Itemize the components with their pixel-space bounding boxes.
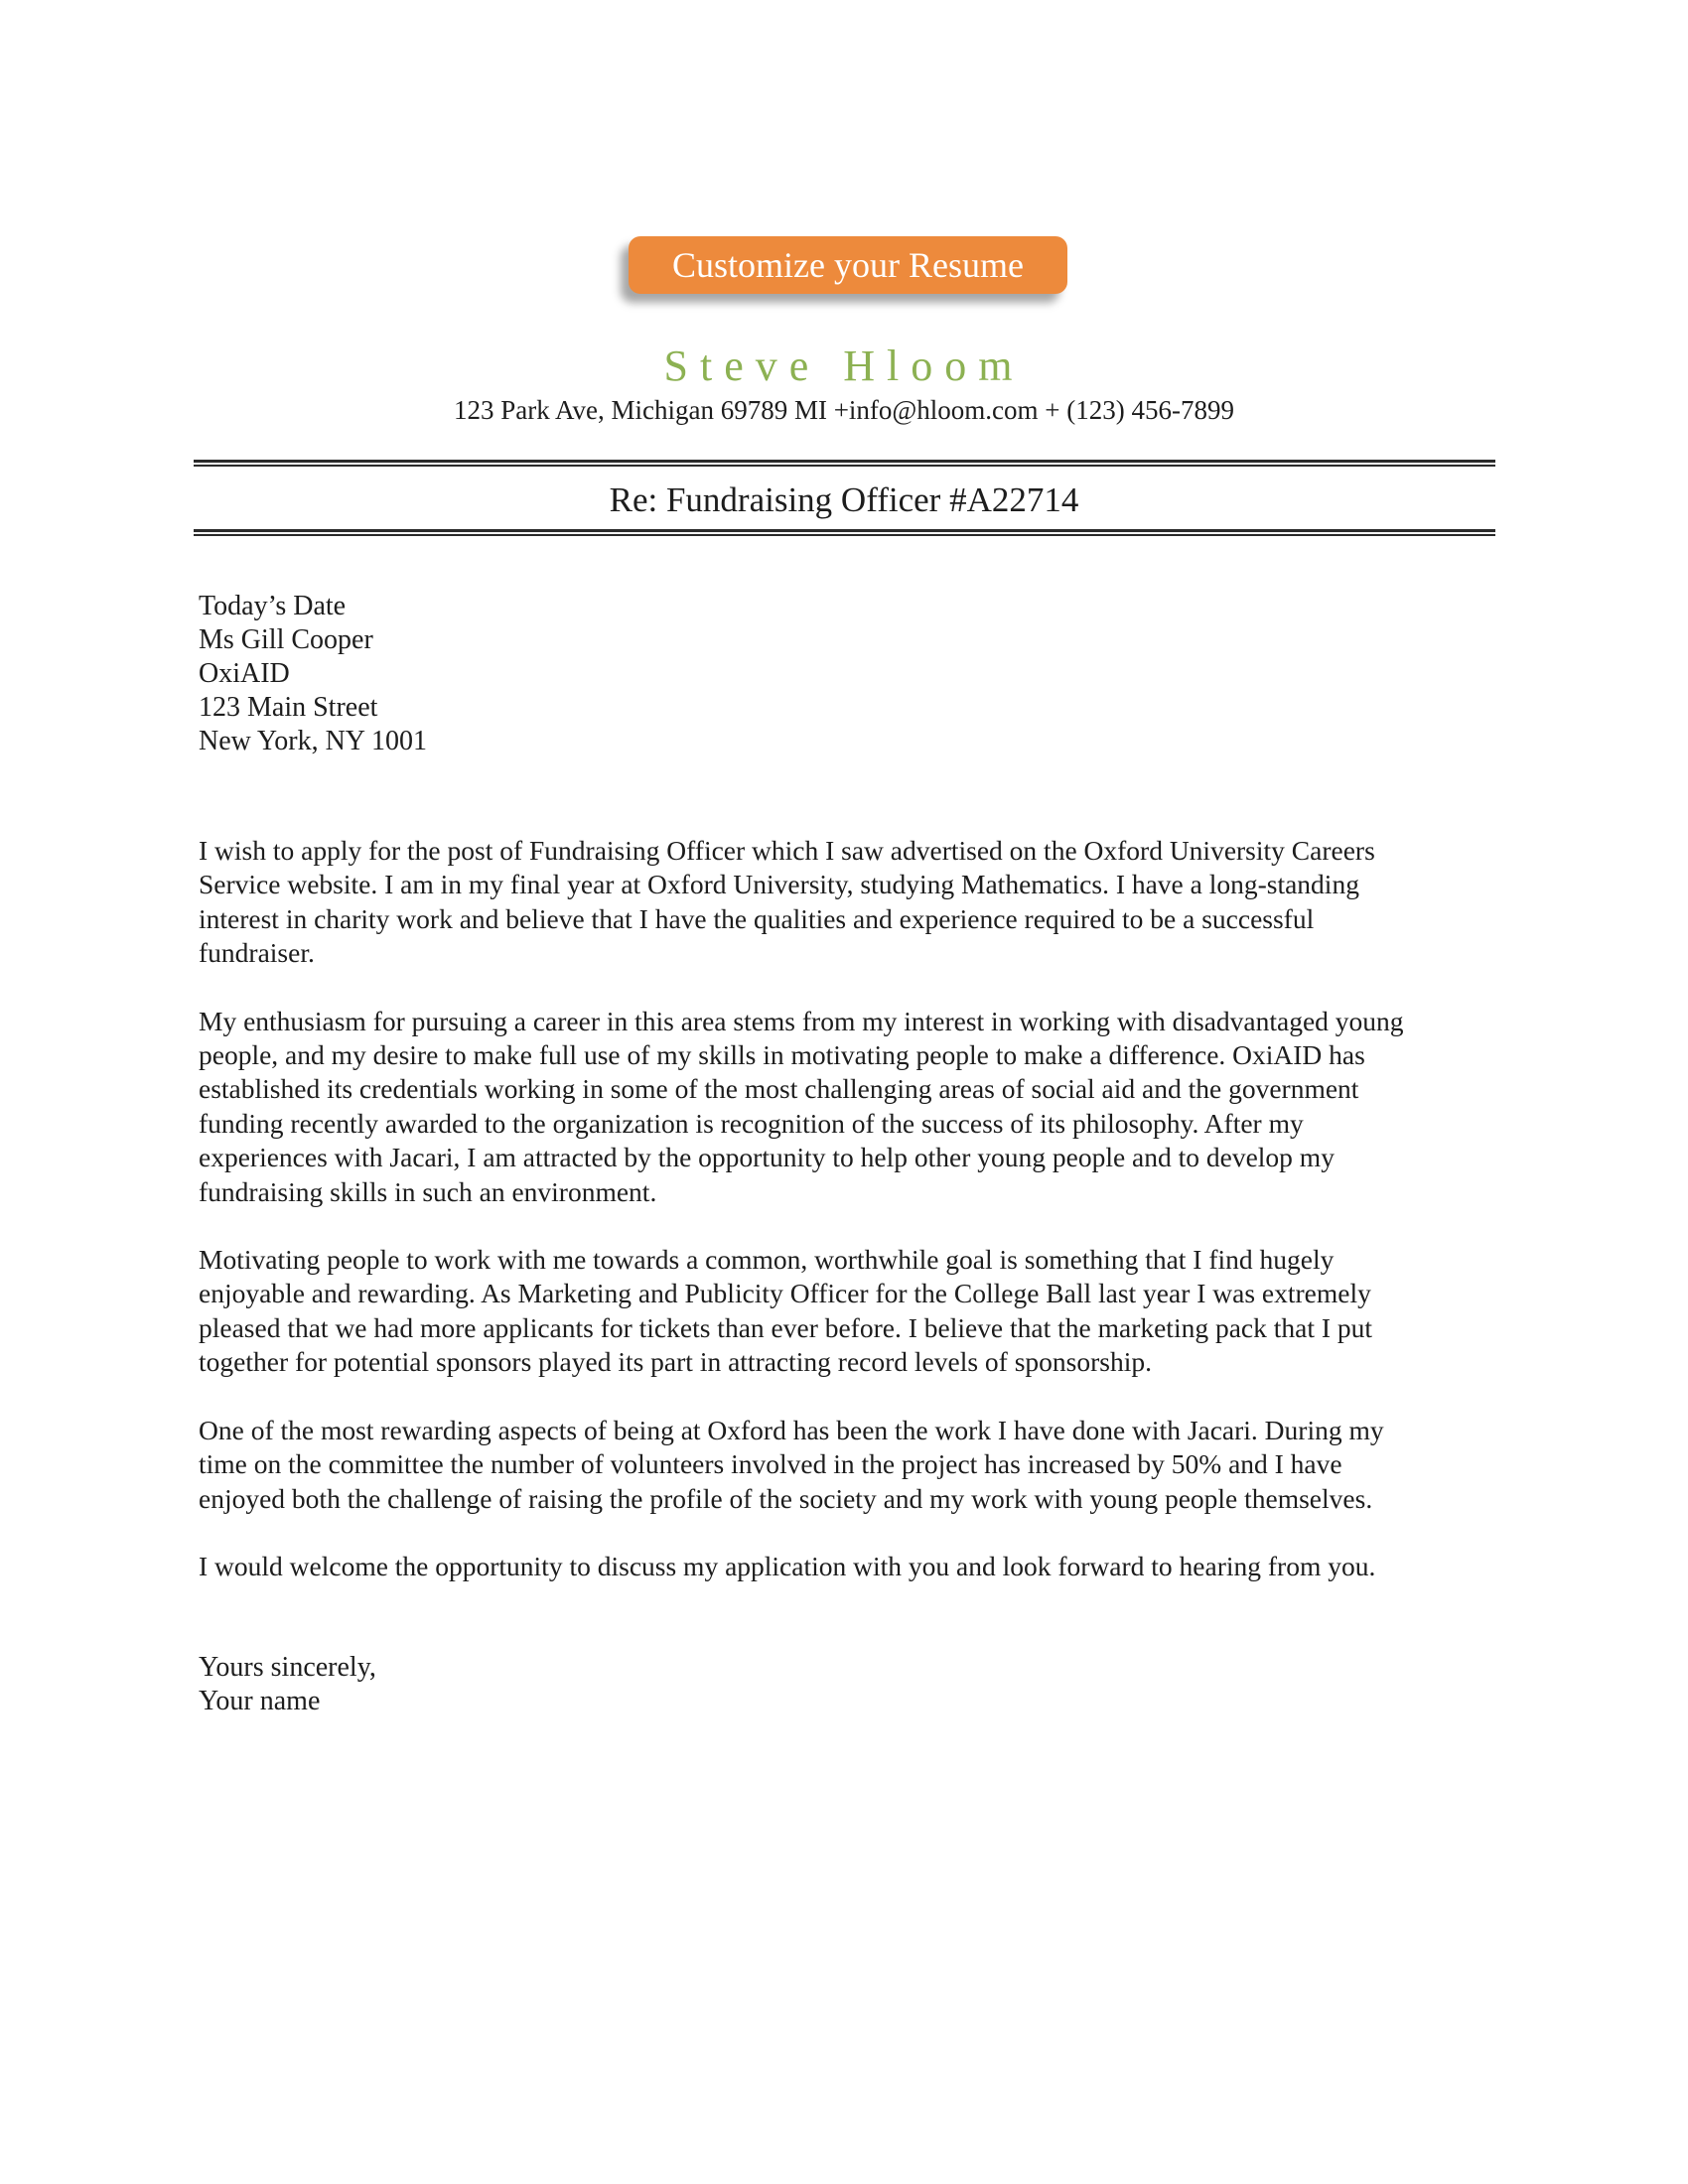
text-line: Service website. I am in my final year at Oxford University, studying Mathematics. I have a long-standing	[199, 869, 1359, 900]
text-line: pleased that we had more applicants for tickets than ever before. I believe that the marketing pack that I put	[199, 1311, 1373, 1343]
subject-divider-bottom	[194, 529, 1495, 536]
author-name: Steve Hloom	[663, 341, 1025, 390]
text-line: enjoyed both the challenge of raising the profile of the society and my work with young people themselves.	[199, 1482, 1373, 1514]
text-line: established its credentials working in some of the most challenging areas of social aid and the government	[199, 1073, 1359, 1105]
text-line: together for potential sponsors played its part in attracting record levels of sponsorship.	[199, 1346, 1152, 1378]
text-line: fundraiser.	[199, 937, 315, 969]
text-line: time on the committee the number of volunteers involved in the project has increased by 50% and I have	[199, 1448, 1342, 1480]
body-paragraph-2	[199, 1005, 1539, 1209]
signature-name: Your name	[199, 1686, 321, 1717]
text-line: One of the most rewarding aspects of being at Oxford has been the work I have done with Jacari. During my	[199, 1414, 1384, 1445]
text-line: experiences with Jacari, I am attracted by the opportunity to help other young people and to develop my	[199, 1142, 1335, 1173]
text-line: fundraising skills in such an environment.	[199, 1175, 657, 1207]
body-paragraph-3	[199, 1243, 1539, 1380]
date-line: Today’s Date	[199, 591, 347, 621]
recipient-block	[199, 590, 427, 758]
text-line: funding recently awarded to the organization is recognition of the success of its philosophy. After my	[199, 1107, 1304, 1139]
contact-line: 123 Park Ave, Michigan 69789 MI +info@hloom.com + (123) 456-7899	[454, 395, 1234, 425]
subject-line: Re: Fundraising Officer #A22714	[609, 480, 1079, 519]
text-line: I would welcome the opportunity to discuss my application with you and look forward to hearing from you.	[199, 1550, 1376, 1581]
recipient-city: New York, NY 1001	[199, 726, 427, 756]
subject-divider-top	[194, 460, 1495, 467]
body-paragraph-1	[199, 834, 1539, 971]
text-line: interest in charity work and believe that I have the qualities and experience required to be a successful	[199, 902, 1315, 934]
body-paragraph-5	[199, 1550, 1539, 1583]
recipient-name: Ms Gill Cooper	[199, 624, 373, 655]
recipient-organization: OxiAID	[199, 658, 290, 689]
recipient-street: 123 Main Street	[199, 692, 378, 723]
body-paragraph-4	[199, 1414, 1539, 1516]
text-line: enjoyable and rewarding. As Marketing and Publicity Officer for the College Ball last year I was extremely	[199, 1278, 1371, 1309]
text-line: Motivating people to work with me towards a common, worthwhile goal is something that I find hugely	[199, 1244, 1335, 1276]
closing-block	[199, 1651, 1539, 1718]
text-line: people, and my desire to make full use of my skills in motivating people to make a difference. OxiAID has	[199, 1039, 1365, 1071]
text-line: I wish to apply for the post of Fundraising Officer which I saw advertised on the Oxford University Careers	[199, 835, 1375, 866]
signoff: Yours sincerely,	[199, 1652, 376, 1684]
letter-body	[199, 834, 1539, 1718]
text-line: My enthusiasm for pursuing a career in this area stems from my interest in working with disadvantaged young	[199, 1005, 1404, 1036]
customize-resume-button[interactable]: Customize your Resume	[629, 236, 1067, 294]
